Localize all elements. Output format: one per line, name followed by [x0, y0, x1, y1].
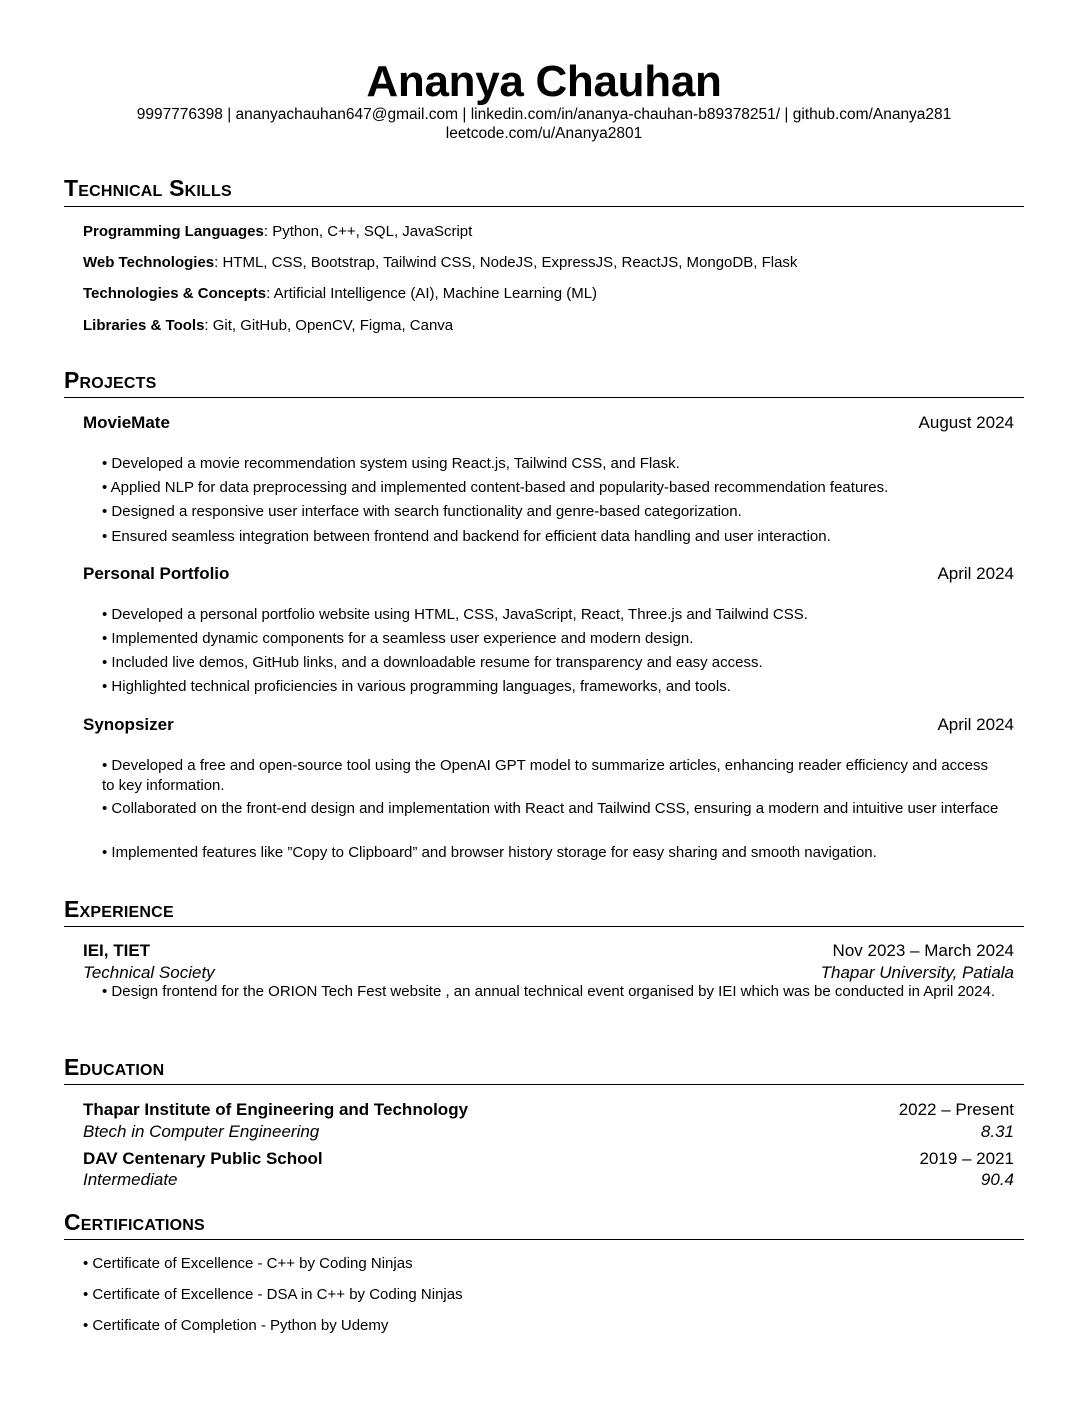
- project-name: Synopsizer: [83, 715, 174, 734]
- skill-label: Programming Languages: [83, 223, 264, 240]
- project-header-portfolio: [83, 563, 1014, 585]
- project-date: April 2024: [937, 564, 1014, 583]
- section-title-certifications: Certifications: [64, 1209, 205, 1235]
- project-bullet: • Implemented dynamic components for a seamless user experience and modern design.: [102, 630, 694, 647]
- project-bullet: • Highlighted technical proficiencies in various programming languages, frameworks, and tools.: [102, 678, 731, 695]
- education-header: [83, 1099, 1014, 1121]
- experience-role: Technical Society: [83, 963, 215, 982]
- project-name: MovieMate: [83, 413, 170, 432]
- experience-subheader: [83, 962, 1014, 984]
- skill-row: [83, 316, 453, 336]
- skill-row: [83, 284, 597, 304]
- project-bullet: • Developed a movie recommendation system using React.js, Tailwind CSS, and Flask.: [102, 455, 680, 472]
- project-date: April 2024: [937, 715, 1014, 734]
- education-school: DAV Centenary Public School: [83, 1149, 323, 1168]
- experience-dates: Nov 2023 – March 2024: [832, 941, 1014, 960]
- experience-org: IEI, TIET: [83, 941, 151, 960]
- candidate-name: Ananya Chauhan: [366, 57, 722, 106]
- education-school: Thapar Institute of Engineering and Technology: [83, 1100, 469, 1119]
- education-score: 90.4: [980, 1170, 1014, 1189]
- certification-item: • Certificate of Completion - Python by Udemy: [83, 1317, 389, 1334]
- skill-row: [83, 253, 797, 273]
- section-title-skills: Technical Skills: [64, 175, 232, 201]
- experience-location: Thapar University, Patiala: [820, 963, 1014, 982]
- education-years: 2022 – Present: [898, 1100, 1014, 1119]
- project-header-moviemate: [83, 412, 1014, 434]
- project-header-synopsizer: [83, 714, 1014, 736]
- project-bullet: • Developed a free and open-source tool using the OpenAI GPT model to summarize articles, enhancing reader efficiency and access to key information.: [102, 757, 989, 794]
- project-bullet: • Applied NLP for data preprocessing and implemented content-based and popularity-based recommendation features.: [102, 479, 889, 496]
- education-years: 2019 – 2021: [919, 1149, 1014, 1168]
- skill-label: Technologies & Concepts: [83, 285, 267, 302]
- section-title-experience: Experience: [64, 896, 174, 922]
- section-divider: [64, 926, 1024, 927]
- education-subheader: [83, 1169, 1014, 1191]
- section-divider: [64, 206, 1024, 207]
- project-bullet: • Implemented features like ”Copy to Clipboard” and browser history storage for easy sharing and smooth navigation.: [102, 844, 877, 861]
- skill-value: : Artificial Intelligence (AI), Machine Learning (ML): [266, 285, 598, 302]
- experience-bullet: • Design frontend for the ORION Tech Fest website , an annual technical event organised by IEI which was be conducted in April 2024.: [102, 983, 995, 1000]
- section-title-projects: Projects: [64, 367, 157, 393]
- section-divider: [64, 397, 1024, 398]
- project-bullet: • Collaborated on the front-end design and implementation with React and Tailwind CSS, ensuring a modern and intuitive user interface: [102, 800, 999, 817]
- certification-item: • Certificate of Excellence - DSA in C++ by Coding Ninjas: [83, 1286, 463, 1303]
- skill-label: Libraries & Tools: [83, 317, 205, 334]
- education-subheader: [83, 1121, 1014, 1143]
- experience-header: [83, 940, 1014, 962]
- project-bullet: • Designed a responsive user interface with search functionality and genre-based categorization.: [102, 503, 742, 520]
- project-name: Personal Portfolio: [83, 564, 230, 583]
- contact-line-leetcode: leetcode.com/u/Ananya2801: [445, 125, 643, 142]
- education-degree: Intermediate: [83, 1170, 178, 1189]
- project-bullet: • Included live demos, GitHub links, and a downloadable resume for transparency and easy access.: [102, 654, 763, 671]
- education-header: [83, 1148, 1014, 1170]
- project-bullet: • Ensured seamless integration between frontend and backend for efficient data handling and user interaction.: [102, 528, 831, 545]
- skill-label: Web Technologies: [83, 254, 215, 271]
- education-degree: Btech in Computer Engineering: [83, 1122, 320, 1141]
- contact-line: 9997776398 | ananyachauhan647@gmail.com | linkedin.com/in/ananya-chauhan-b89378251/ | github.com/Ananya281: [136, 106, 952, 123]
- skill-row: [83, 222, 472, 242]
- section-divider: [64, 1084, 1024, 1085]
- education-score: 8.31: [980, 1122, 1014, 1141]
- certification-item: • Certificate of Excellence - C++ by Coding Ninjas: [83, 1255, 413, 1272]
- section-divider: [64, 1239, 1024, 1240]
- skill-value: : HTML, CSS, Bootstrap, Tailwind CSS, NodeJS, ExpressJS, ReactJS, MongoDB, Flask: [214, 254, 798, 271]
- skill-value: : Git, GitHub, OpenCV, Figma, Canva: [204, 317, 454, 334]
- section-title-education: Education: [64, 1054, 165, 1080]
- project-bullet: • Developed a personal portfolio website using HTML, CSS, JavaScript, React, Three.js and Tailwind CSS.: [102, 606, 808, 623]
- project-date: August 2024: [918, 413, 1014, 432]
- skill-value: : Python, C++, SQL, JavaScript: [263, 223, 473, 240]
